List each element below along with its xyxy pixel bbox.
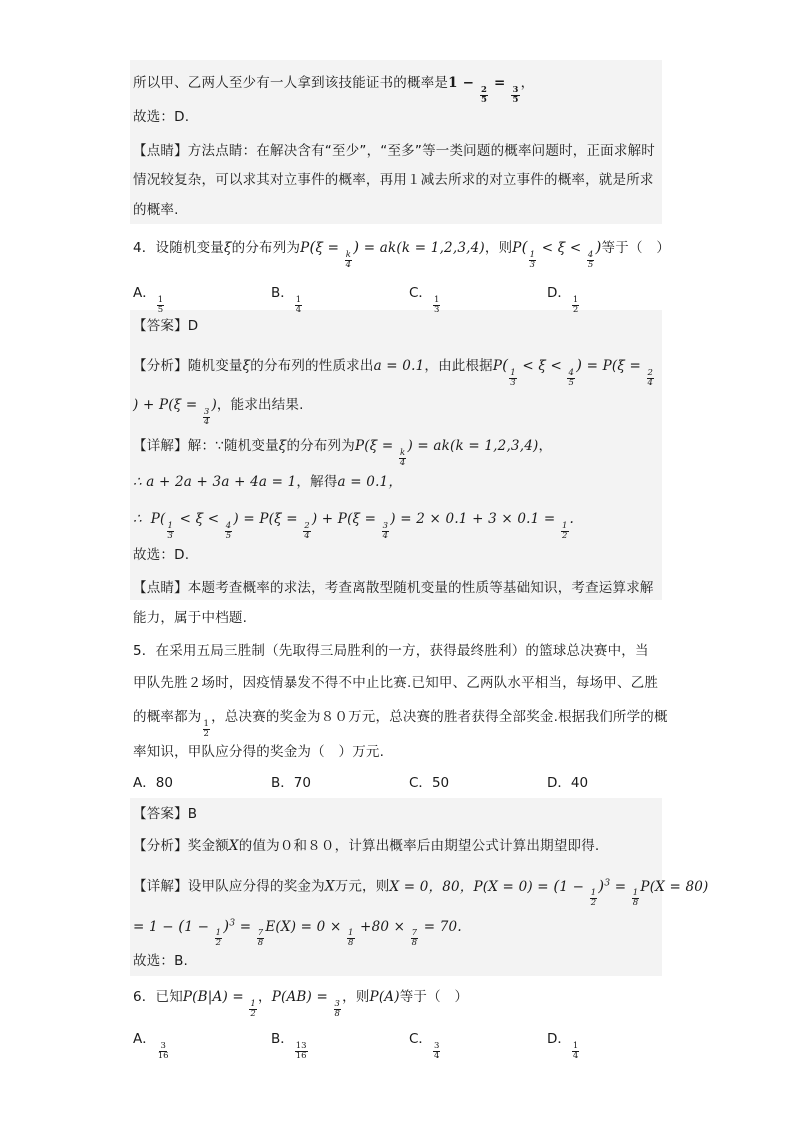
q5-detail: 【详解】设甲队应分得的奖金为X万元，则X = 0，80，P(X = 0) = (1 − $\frac{1}{2}$ )$^3$ = $\frac{1}{8}$ P(X = 80): [133, 876, 709, 909]
math-expression: P( $\frac{1}{3}$ < ξ < $\frac{4}{5}$ ) = P(ξ = $\frac{2}{4}$: [492, 356, 654, 388]
comment-line-1: 【点睛】方法点睛：在解决含有“至少”，“至多”等一类问题的概率问题时，正面求解时: [133, 143, 655, 159]
q5-option-c[interactable]: C．50: [409, 775, 450, 791]
math-expression: 1 − $\frac{2}{5}$ = $\frac{3}{5}$: [448, 75, 519, 105]
q4-step-1: ∴ a + 2a + 3a + 4a = 1，解得a = 0.1，: [133, 474, 403, 490]
math-expression: P(B|A) = $\frac{1}{2}$: [182, 989, 257, 1019]
q5-stem-4: 率知识，甲队应分得的奖金为（ ）万元.: [133, 744, 385, 760]
q4-option-c[interactable]: C． $\frac{1}{3}$: [409, 285, 440, 315]
math-expression: = 1 − (1 − $\frac{1}{2}$ )$^3$ = $\frac{7}{8}$ E(X) = 0 × $\frac{1}{8}$ +80 × $\frac{7}{8}$ = 70.: [133, 916, 462, 949]
q4-analysis: 【分析】随机变量ξ的分布列的性质求出a = 0.1，由此根据P( $\frac{1}{3}$ < ξ < $\frac{4}{5}$ ) = P(ξ = $\frac{2}{4}$: [133, 356, 654, 388]
math-expression: P(ξ = $\frac{k}{4}$ ) = ak(k = 1,2,3,4): [354, 438, 539, 468]
q4-analysis-cont: ) + P(ξ = $\frac{3}{4}$ )，能求出结果.: [133, 397, 304, 427]
q5-stem-1: 5．在采用五局三胜制（先取得三局胜利的一方，获得最终胜利）的篮球总决赛中，当: [133, 643, 649, 659]
math-expression: ) + P(ξ = $\frac{3}{4}$ ): [133, 397, 217, 427]
q4-stem: 4．设随机变量ξ的分布列为P(ξ = $\frac{k}{4}$ ) = ak(k = 1,2,3,4)，则P( $\frac{1}{3}$ < ξ < $\frac{4}{5}$ )等于（ ）: [133, 238, 671, 270]
q4-choose: 故选：D.: [133, 547, 190, 563]
math-expression: X = 0，80，P(X = 0) = (1 − $\frac{1}{2}$ )$^3$ = $\frac{1}{8}$ P(X = 80): [389, 876, 709, 909]
q6-stem: 6．已知P(B|A) = $\frac{1}{2}$ ，P(AB) = $\frac{3}{8}$ ，则P(A)等于（ ）: [133, 989, 469, 1019]
q4-option-b[interactable]: B． $\frac{1}{4}$: [271, 285, 302, 315]
q6-option-d[interactable]: D． $\frac{1}{4}$: [547, 1031, 579, 1061]
q6-option-b[interactable]: B． $\frac{13}{16}$: [271, 1031, 307, 1061]
q4-option-a[interactable]: A． $\frac{1}{5}$: [133, 285, 164, 315]
math-expression: P(AB) = $\frac{3}{8}$: [271, 989, 341, 1019]
q5-stem-2: 甲队先胜２场时，因疫情暴发不得不中止比赛.已知甲、乙两队水平相当，每场甲、乙胜: [133, 675, 659, 691]
conclusion-line: 所以甲、乙两人至少有一人拿到该技能证书的概率是1 − $\frac{2}{5}$ = $\frac{3}{5}$ ，: [133, 75, 535, 105]
q6-option-c[interactable]: C． $\frac{3}{4}$: [409, 1031, 440, 1061]
math-expression: P( $\frac{1}{3}$ < ξ < $\frac{4}{5}$ ): [512, 238, 602, 270]
comment-line-3: 的概率.: [133, 202, 179, 218]
q4-comment-1: 【点睛】本题考查概率的求法，考查离散型随机变量的性质等基础知识，考查运算求解: [133, 580, 654, 596]
q5-option-b[interactable]: B．70: [271, 775, 311, 791]
q6-options: [133, 1028, 661, 1061]
q5-option-d[interactable]: D．40: [547, 775, 589, 791]
comment-line-2: 情况较复杂，可以求其对立事件的概率，再用１减去所求的对立事件的概率，就是所求: [133, 172, 654, 188]
q5-answer: 【答案】B: [133, 806, 198, 822]
q4-options: [133, 282, 661, 315]
q4-detail: 【详解】解：∵随机变量ξ的分布列为P(ξ = $\frac{k}{4}$ ) = ak(k = 1,2,3,4)，: [133, 438, 553, 468]
q4-comment-2: 能力，属于中档题.: [133, 610, 248, 626]
q4-option-d[interactable]: D． $\frac{1}{2}$: [547, 285, 579, 315]
q5-analysis: 【分析】奖金额X的值为０和８０，计算出概率后由期望公式计算出期望即得.: [133, 838, 600, 854]
math-expression: P(ξ = $\frac{k}{4}$ ) = ak(k = 1,2,3,4): [300, 238, 485, 270]
q5-choose: 故选：B.: [133, 953, 189, 969]
q4-answer: 【答案】D: [133, 318, 199, 334]
q5-option-a[interactable]: A．80: [133, 775, 173, 791]
choose-line: 故选：D.: [133, 109, 190, 125]
q4-step-2: [133, 509, 661, 541]
math-expression: ∴ P( $\frac{1}{3}$ < ξ < $\frac{4}{5}$ ) = P(ξ = $\frac{2}{4}$ ) + P(ξ = $\frac{3}{4}$ ) = 2 × 0.1 + 3 × 0.1 = $\frac{1}{2}$ .: [133, 511, 575, 541]
q5-options: [133, 772, 661, 796]
q5-stem-3: 的概率都为 $\frac{1}{2}$ ，总决赛的奖金为８０万元，总决赛的胜者获得全部奖金.根据我们所学的概: [133, 709, 668, 739]
math-expression: ∴ a + 2a + 3a + 4a = 1: [133, 474, 297, 490]
q6-option-a[interactable]: A． $\frac{3}{16}$: [133, 1031, 169, 1061]
q5-detail-cont: [133, 913, 661, 948]
